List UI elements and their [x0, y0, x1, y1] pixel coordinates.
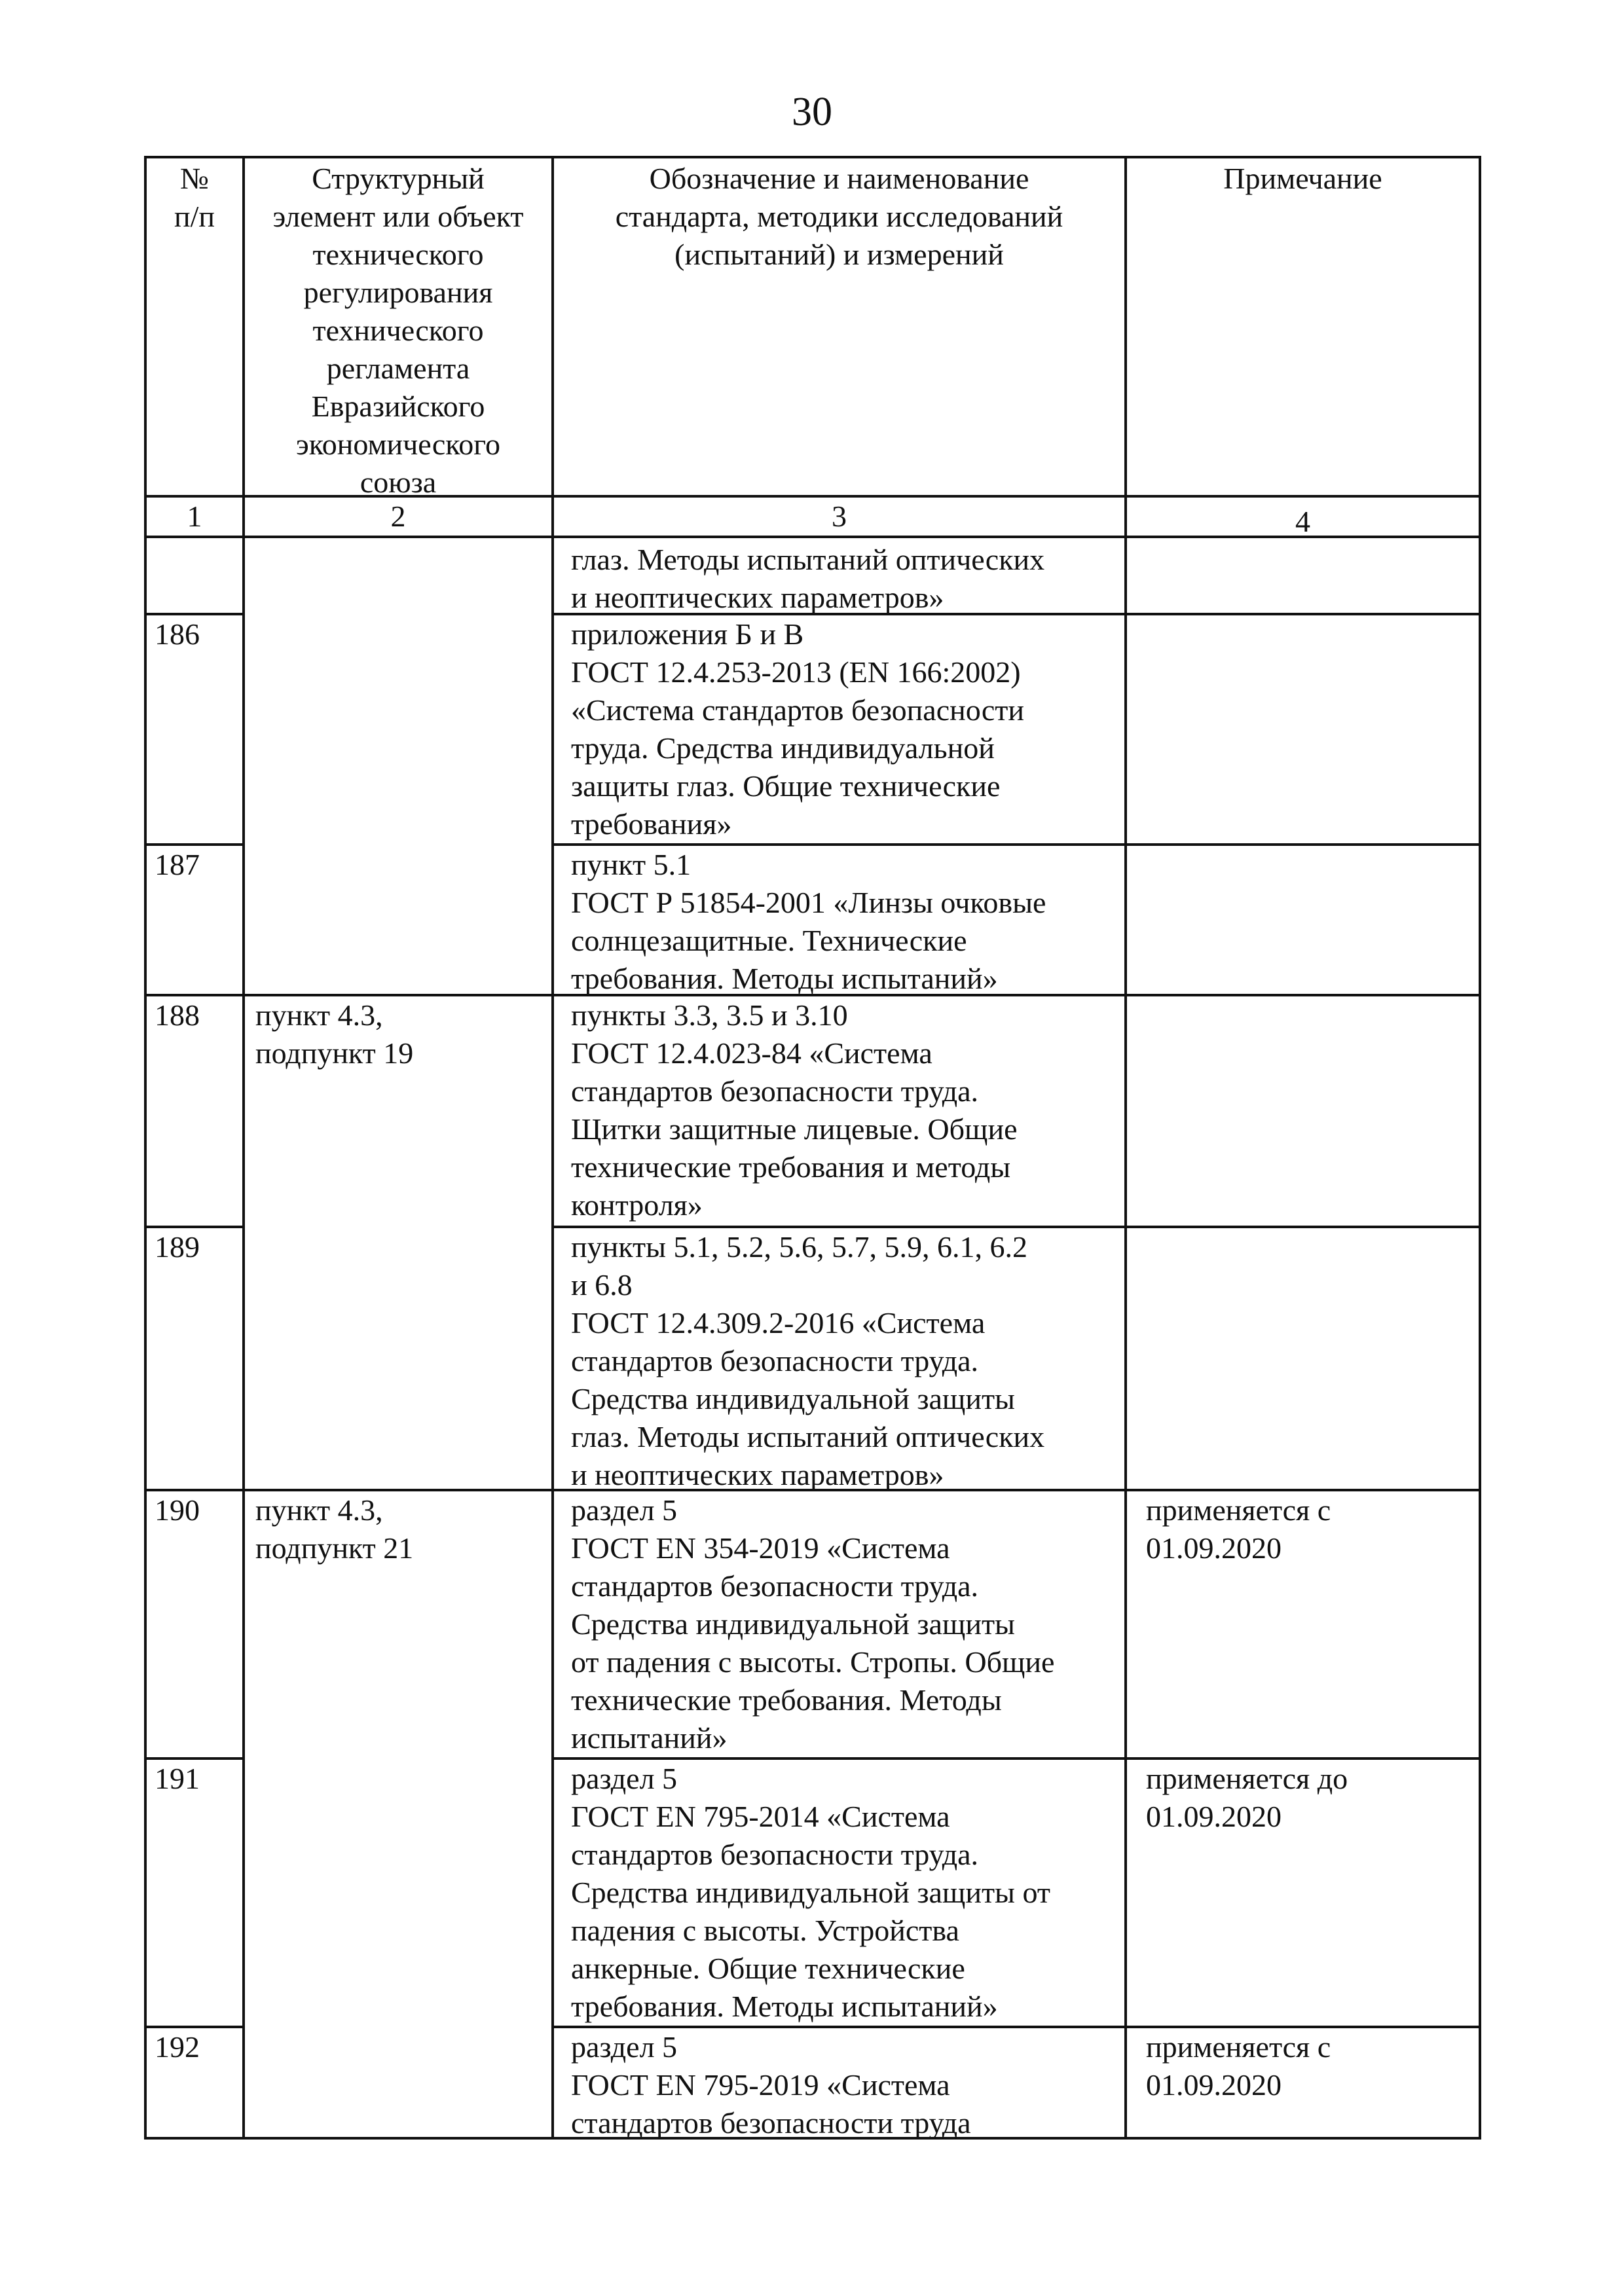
table-row-number: 186	[155, 617, 200, 651]
column-divider	[551, 158, 554, 2137]
column-divider	[1124, 158, 1127, 2137]
header-structural-element: Структурный элемент или объект технического регулирования технического регламента Евразийского экономического союза	[272, 162, 524, 499]
header-number: № п/п	[174, 162, 215, 233]
table-row-standard: глаз. Методы испытаний оптических и неоптических параметров»	[571, 543, 1045, 614]
table-row-number: 187	[155, 848, 200, 881]
table-row-standard: пункты 5.1, 5.2, 5.6, 5.7, 5.9, 6.1, 6.2 и 6.8 ГОСТ 12.4.309.2-2016 «Система стандартов безопасности труда. Средства индивидуальной защиты глаз. Методы испытаний оптических и неоптических параметров»	[571, 1230, 1045, 1491]
table-row-note: применяется с 01.09.2020	[1146, 1493, 1331, 1565]
table-row-standard: приложения Б и В ГОСТ 12.4.253-2013 (EN 166:2002) «Система стандартов безопасности труда. Средства индивидуальной защиты глаз. Общие технические требования»	[571, 617, 1025, 841]
table-row-element: пункт 4.3, подпункт 19	[255, 998, 414, 1070]
page-number: 30	[792, 90, 832, 134]
standards-table	[144, 156, 1481, 2140]
table-row-number: 190	[155, 1493, 200, 1527]
table-row-number: 188	[155, 998, 200, 1032]
table-row-standard: пункт 5.1 ГОСТ Р 51854-2001 «Линзы очковые солнцезащитные. Технические требования. Методы испытаний»	[571, 848, 1046, 995]
column-number: 4	[1295, 505, 1310, 538]
table-row-number: 191	[155, 1762, 200, 1795]
column-number: 1	[187, 500, 202, 533]
table-row-standard: раздел 5 ГОСТ EN 795-2014 «Система стандартов безопасности труда. Средства индивидуальной защиты от падения с высоты. Устройства анкерные. Общие технические требования. Методы испытаний»	[571, 1762, 1050, 2023]
table-row-standard: пункты 3.3, 3.5 и 3.10 ГОСТ 12.4.023-84 «Система стандартов безопасности труда. Щитки защитные лицевые. Общие технические требования и методы контроля»	[571, 998, 1018, 1222]
table-row-note: применяется до 01.09.2020	[1146, 1762, 1348, 1833]
table-row-number: 192	[155, 2030, 200, 2064]
table-row-standard: раздел 5 ГОСТ EN 354-2019 «Система стандартов безопасности труда. Средства индивидуальной защиты от падения с высоты. Стропы. Общие технические требования. Методы испытаний»	[571, 1493, 1055, 1755]
column-number: 2	[390, 500, 406, 533]
table-row-note: применяется с 01.09.2020	[1146, 2030, 1331, 2102]
header-note: Примечание	[1223, 162, 1382, 195]
header-standard: Обозначение и наименование стандарта, методики исследований (испытаний) и измерений	[615, 162, 1063, 271]
table-row-element: пункт 4.3, подпункт 21	[255, 1493, 414, 1565]
column-number: 3	[832, 500, 847, 533]
table-row-standard: раздел 5 ГОСТ EN 795-2019 «Система стандартов безопасности труда	[571, 2030, 971, 2140]
table-row-number: 189	[155, 1230, 200, 1264]
